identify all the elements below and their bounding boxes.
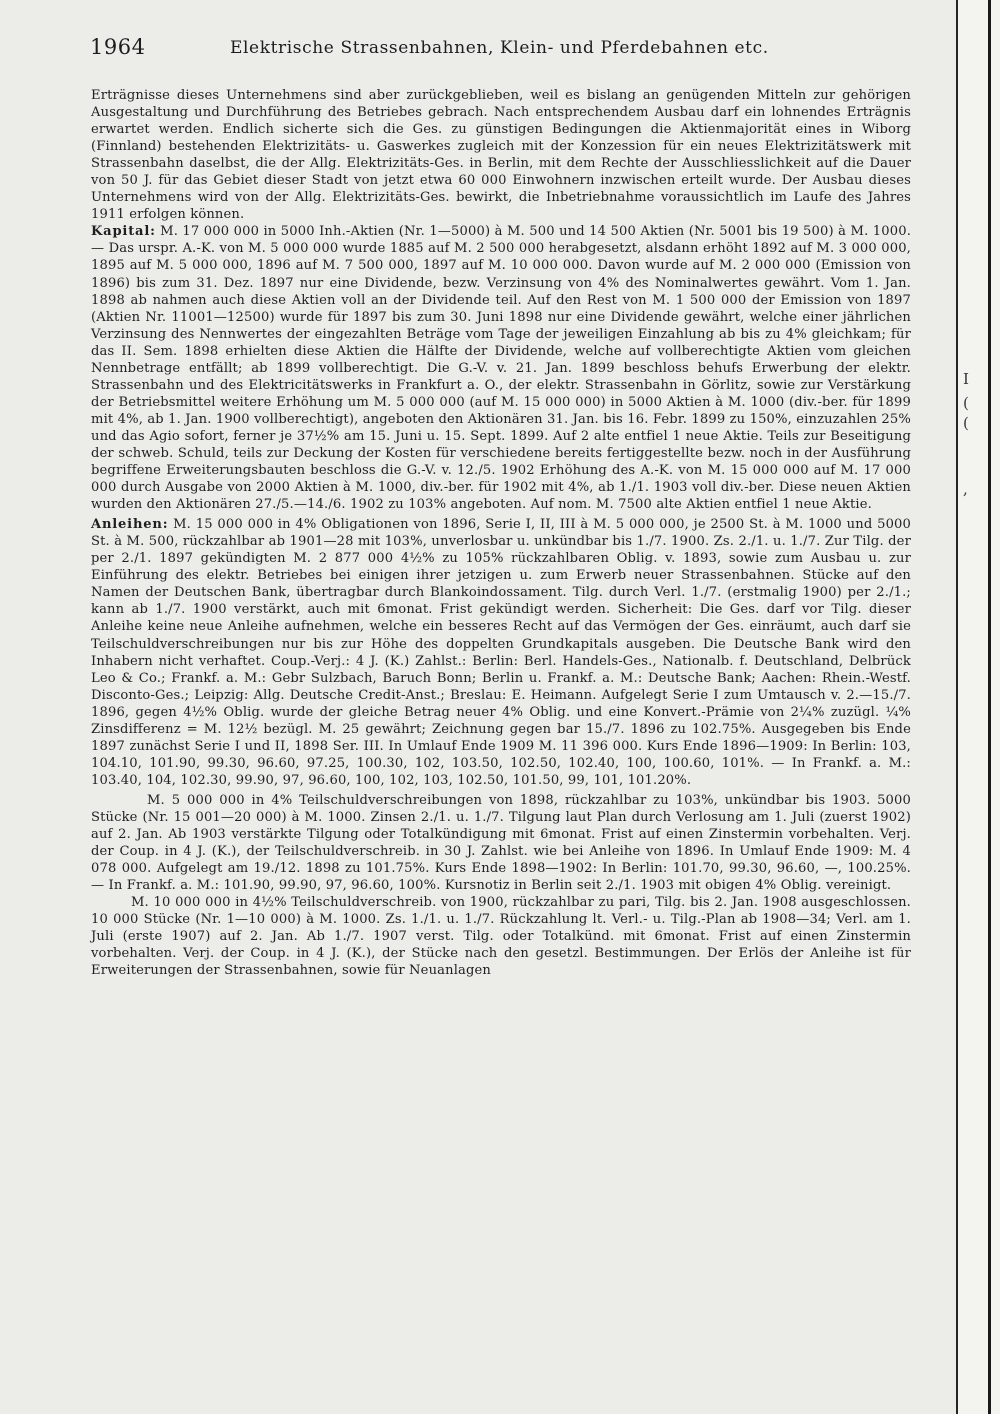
edge-mark: ( xyxy=(963,394,969,412)
document-body xyxy=(91,87,911,979)
page-number: 1964 xyxy=(90,35,146,59)
edge-mark: ( xyxy=(963,414,969,432)
intro-paragraph: Erträgnisse dieses Unternehmens sind aber zurückgeblieben, weil es bislang an genügenden Mitteln zur gehörigen Ausgestaltung und Durchführung des Betriebes gebrach. Nach entsprechendem Ausbau darf ein lohnendes Erträgnis erwartet werden. Endlich sicherte sich die Ges. zu günstigen Bedingungen die Aktienmajorität eines in Wiborg (Finnland) bestehenden Elektrizitäts- u. Gaswerkes zugleich mit der Konzession für ein neues Elektrizitätswerk mit Strassenbahn daselbst, die der Allg. Elektrizitäts-Ges. in Berlin, mit dem Rechte der Ausschliesslichkeit auf die Dauer von 50 J. für das Gebiet dieser Stadt von jetzt etwa 60 000 Einwohnern inzwischen erteilt wurde. Der Ausbau dieses Unternehmens wird von der Allg. Elektrizitäts-Ges. bewirkt, die Inbetriebnahme voraussichtlich im Laufe des Jahres 1911 erfolgen können. xyxy=(91,88,911,223)
kapital-text: M. 17 000 000 in 5000 Inh.-Aktien (Nr. 1—5000) à M. 500 und 14 500 Aktien (Nr. 5001 bis 19 500) à M. 1000. — Das urspr. A.-K. von M. 5 000 000 wurde 1885 auf M. 2 500 000 herabgesetzt, alsdann erhöht 1892 auf M. 3 000 000, 1895 auf M. 5 000 000, 1896 auf M. 7 500 000, 1897 auf M. 10 000 000. Davon wurde auf M. 2 000 000 (Emission von 1896) bis zum 31. Dez. 1897 nur eine Dividende, bezw. Verzinsung von 4% des Nominalwertes gewährt. Vom 1. Jan. 1898 ab nahmen auch diese Aktien voll an der Dividende teil. Auf den Rest von M. 1 500 000 der Emission von 1897 (Aktien Nr. 11001—12500) wurde für 1897 bis zum 30. Juni 1898 nur eine Dividende gewährt, welche einer jährlichen Verzinsung des Nennwertes der eingezahlten Beträge vom Tage der jeweiligen Einzahlung ab bis zu 4% gleichkam; für das II. Sem. 1898 erhielten diese Aktien die Hälfte der Dividende, welche auf vollberechtigte Aktien vom gleichen Nennbetrage entfällt; ab 1899 vollberechtigt. Die G.-V. v. 21. Jan. 1899 beschloss behufs Erwerbung der elektr. Strassenbahn und des Elektricitätswerks in Frankfurt a. O., der elektr. Strassenbahn in Görlitz, sowie zur Verstärkung der Betriebsmittel weitere Erhöhung um M. 5 000 000 (auf M. 15 000 000) in 5000 Aktien à M. 1000 (div.-ber. für 1899 mit 4%, ab 1. Jan. 1900 vollberechtigt), angeboten den Aktionären 31. Jan. bis 16. Febr. 1899 zu 150%, einzuzahlen 25% und das Agio sofort, ferner je 37½% am 15. Juni u. 15. Sept. 1899. Auf 2 alte entfiel 1 neue Aktie. Teils zur Beseitigung der schweb. Schuld, teils zur Deckung der Kosten für verschiedene bereits fertiggestellte bezw. noch in der Ausführung begriffene Erweiterungsbauten beschloss die G.-V. v. 12./5. 1902 Erhöhung des A.-K. von M. 15 000 000 auf M. 17 000 000 durch Ausgabe von 2000 Aktien à M. 1000, div.-ber. für 1902 mit 4%, ab 1./1. 1903 voll div.-ber. Diese neuen Aktien wurden den Aktionären 27./5.—14./6. 1902 zu 103% angeboten. Auf nom. M. 7500 alte Aktien entfiel 1 neue Aktie. xyxy=(91,224,912,513)
edge-mark: I xyxy=(963,370,969,388)
edge-mark: , xyxy=(963,480,968,498)
adjacent-page-edge xyxy=(956,0,1000,1414)
running-title: Elektrische Strassenbahnen, Klein- und Pferdebahnen etc. xyxy=(230,38,769,58)
anleihen-text: M. 15 000 000 in 4% Obligationen von 1896, Serie I, II, III à M. 5 000 000, je 2500 St. à M. 1000 und 5000 St. à M. 500, rückzahlbar ab 1901—28 mit 103%, unverlosbar u. unkündbar bis 1./7. 1900. Zs. 2./1. u. 1./7. Zur Tilg. der per 2./1. 1897 gekündigten M. 2 877 000 4½% zu 105% rückzahlbaren Oblig. v. 1893, sowie zum Ausbau u. zur Einführung des elektr. Betriebes bei einigen ihrer jetzigen u. zum Erwerb neuer Strassenbahnen. Stücke auf den Namen der Deutschen Bank, übertragbar durch Blankoindossament. Tilg. durch Verl. 1./7. (erstmalig 1900) per 2./1.; kann ab 1./7. 1900 verstärkt, auch mit 6monat. Frist gekündigt werden. Sicherheit: Die Ges. darf vor Tilg. dieser Anleihe keine neue Anleihe aufnehmen, welche ein besseres Recht auf das Vermögen der Ges. einräumt, auch darf sie Teilschuldverschreibungen nur bis zur Höhe des doppelten Grundkapitals ausgeben. Die Deutsche Bank wird den Inhabern nicht verhaftet. Coup.-Verj.: 4 J. (K.) Zahlst.: Berlin: Berl. Handels-Ges., Nationalb. f. Deutschland, Delbrück Leo & Co.; Frankf. a. M.: Gebr Sulzbach, Baruch Bonn; Berlin u. Frankf. a. M.: Deutsche Bank; Aachen: Rhein.-Westf. Disconto-Ges.; Leipzig: Allg. Deutsche Credit-Anst.; Breslau: E. Heimann. Aufgelegt Serie I zum Umtausch v. 2.—15./7. 1896, gegen 4½% Oblig. wurde der gleiche Betrag neuer 4% Oblig. und eine Konvert.-Prämie von 2¼% zuzügl. ¼% Zinsdifferenz = M. 12½ bezügl. M. 25 gewährt; Zeichnung gegen bar 15./7. 1896 zu 102.75%. Ausgegeben bis Ende 1897 zunächst Serie I und II, 1898 Ser. III. In Umlauf Ende 1909 M. 11 396 000. Kurs Ende 1896—1909: In Berlin: 103, 104.10, 101.90, 99.30, 96.60, 97.25, 100.30, 102, 103.50, 102.50, 102.40, 100, 100.60, 101%. — In Frankf. a. M.: 103.40, 104, 102.30, 99.90, 97, 96.60, 100, 102, 103, 102.50, 101.50, 99, 101, 101.20%. xyxy=(91,517,912,788)
page-edge-line xyxy=(988,0,991,1414)
page-header xyxy=(90,35,920,65)
kapital-label: Kapital: xyxy=(91,224,156,240)
anleihen-paragraph xyxy=(91,516,911,789)
anleihen-label: Anleihen: xyxy=(91,517,169,533)
kapital-paragraph xyxy=(91,223,911,513)
teilschuld-1898-paragraph: M. 5 000 000 in 4% Teilschuldverschreibungen von 1898, rückzahlbar zu 103%, unkündbar bis 1903. 5000 Stücke (Nr. 15 001—20 000) à M. 1000. Zinsen 2./1. u. 1./7. Tilgung laut Plan durch Verlosung am 1. Juli (zuerst 1902) auf 2. Jan. Ab 1903 verstärkte Tilgung oder Totalkündigung mit 6monat. Frist auf einen Zinstermin vorbehalten. Verj. der Coup. in 4 J. (K.), der Teilschuldverschreib. in 30 J. Zahlst. wie bei Anleihe von 1896. In Umlauf Ende 1909: M. 4 078 000. Aufgelegt am 19./12. 1898 zu 101.75%. Kurs Ende 1898—1902: In Berlin: 101.70, 99.30, 96.60, —, 100.25%. — In Frankf. a. M.: 101.90, 99.90, 97, 96.60, 100%. Kursnotiz in Berlin seit 2./1. 1903 mit obigen 4% Oblig. vereinigt. xyxy=(91,792,911,894)
teilschuld-1900-paragraph: M. 10 000 000 in 4½% Teilschuldverschreib. von 1900, rückzahlbar zu pari, Tilg. bis 2. Jan. 1908 ausgeschlossen. 10 000 Stücke (Nr. 1—10 000) à M. 1000. Zs. 1./1. u. 1./7. Rückzahlung lt. Verl.- u. Tilg.-Plan ab 1908—34; Verl. am 1. Juli (erste 1907) auf 2. Jan. Ab 1./7. 1907 verst. Tilg. oder Totalkünd. mit 6monat. Frist auf einen Zinstermin vorbehalten. Verj. der Coup. in 4 J. (K.), der Stücke nach den gesetzl. Bestimmungen. Der Erlös der Anleihe ist für Erweiterungen der Strassenbahnen, sowie für Neuanlagen xyxy=(91,895,911,979)
